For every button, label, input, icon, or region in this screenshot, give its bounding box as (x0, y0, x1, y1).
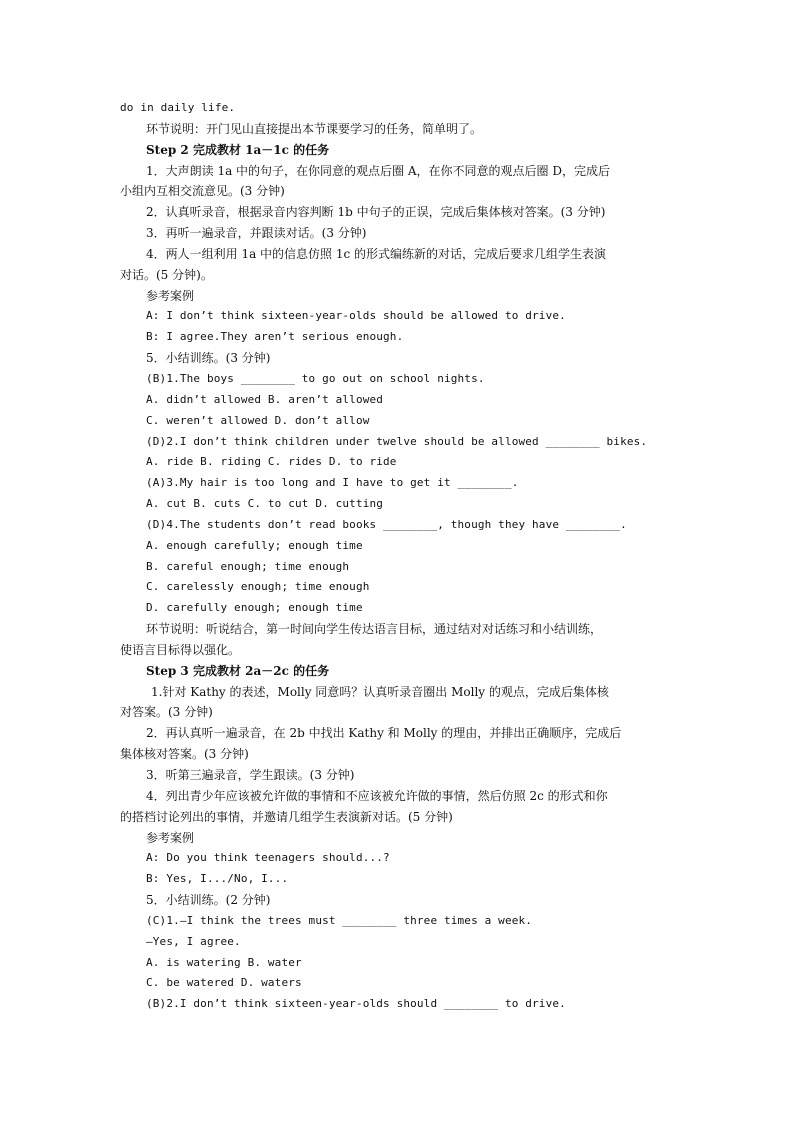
text-line: 对话。(5 分钟)。 (120, 267, 213, 282)
text-line: A. cut B. cuts C. to cut D. cutting (146, 497, 384, 511)
text-line: do in daily life. (120, 101, 236, 114)
text-line: D. carefully enough; enough time (146, 601, 363, 615)
text-line: 对答案。(3 分钟) (120, 705, 213, 720)
text-line: (B)2.I don’t think sixteen-year-olds should ________ to drive. (146, 997, 566, 1011)
text-line: Step 2 完成教材 1a－1c 的任务 (146, 142, 330, 157)
text-line: A. enough carefully; enough time (146, 538, 363, 552)
text-line: A: I don’t think sixteen-year-olds should be allowed to drive. (146, 309, 566, 323)
text-line: 集体核对答案。(3 分钟) (120, 747, 249, 762)
text-line: C. weren’t allowed D. don’t allow (146, 413, 370, 427)
text-line: (D)4.The students don’t read books ________, though they have ________. (146, 517, 627, 531)
text-line: (B)1.The boys ________ to go out on school nights. (146, 371, 485, 385)
text-line: 的搭档讨论列出的事情，并邀请几组学生表演新对话。(5 分钟) (120, 809, 453, 824)
text-line: 参考案例 (146, 288, 195, 303)
text-line: 小组内互相交流意见。(3 分钟) (120, 184, 285, 199)
document-body (120, 98, 680, 1015)
text-line: —Yes, I agree. (146, 934, 241, 948)
text-line: B: Yes, I.../No, I... (146, 872, 289, 886)
text-line: 2．认真听录音，根据录音内容判断 1b 中句子的正误，完成后集体核对答案。(3 分钟) (146, 205, 606, 220)
text-line: 1.针对 Kathy 的表述，Molly 同意吗？认真听录音圈出 Molly 的观点，完成后集体核 (151, 684, 609, 699)
text-line: 5．小结训练。(3 分钟) (146, 351, 271, 366)
text-line: C. carelessly enough; time enough (146, 580, 370, 594)
text-line: A: Do you think teenagers should...? (146, 851, 390, 865)
text-line: 使语言目标得以强化。 (120, 642, 241, 657)
text-line: B. careful enough; time enough (146, 559, 350, 573)
text-line: C. be watered D. waters (146, 976, 302, 990)
text-line: (A)3.My hair is too long and I have to get it ________. (146, 476, 519, 490)
text-line: A. ride B. riding C. rides D. to ride (146, 455, 397, 469)
text-line: 5．小结训练。(2 分钟) (146, 893, 271, 908)
text-line: 2．再认真听一遍录音，在 2b 中找出 Kathy 和 Molly 的理由，并排出正确顺序，完成后 (146, 726, 622, 741)
text-line: 环节说明：开门见山直接提出本节课要学习的任务，简单明了。 (146, 121, 483, 136)
text-line: 4．两人一组利用 1a 中的信息仿照 1c 的形式编练新的对话，完成后要求几组学生表演 (146, 246, 607, 261)
text-line: (C)1.—I think the trees must ________ three times a week. (146, 913, 533, 927)
text-line: 参考案例 (146, 830, 195, 845)
text-line: 1．大声朗读 1a 中的句子，在你同意的观点后圈 A，在你不同意的观点后圈 D，完成后 (146, 163, 610, 178)
text-line: 4．列出青少年应该被允许做的事情和不应该被允许做的事情，然后仿照 2c 的形式和你 (146, 788, 608, 803)
text-line: 3．听第三遍录音，学生跟读。(3 分钟) (146, 768, 355, 782)
text-line: A. didn’t allowed B. aren’t allowed (146, 392, 384, 406)
text-line: B: I agree.They aren’t serious enough. (146, 330, 404, 344)
text-line: 环节说明：听说结合，第一时间向学生传达语言目标，通过结对对话练习和小结训练， (146, 622, 603, 637)
text-line: (D)2.I don’t think children under twelve should be allowed ________ bikes. (146, 434, 648, 448)
text-line: Step 3 完成教材 2a－2c 的任务 (146, 663, 330, 678)
text-line: 3．再听一遍录音，并跟读对话。(3 分钟) (146, 226, 367, 241)
text-line: A. is watering B. water (146, 955, 302, 969)
